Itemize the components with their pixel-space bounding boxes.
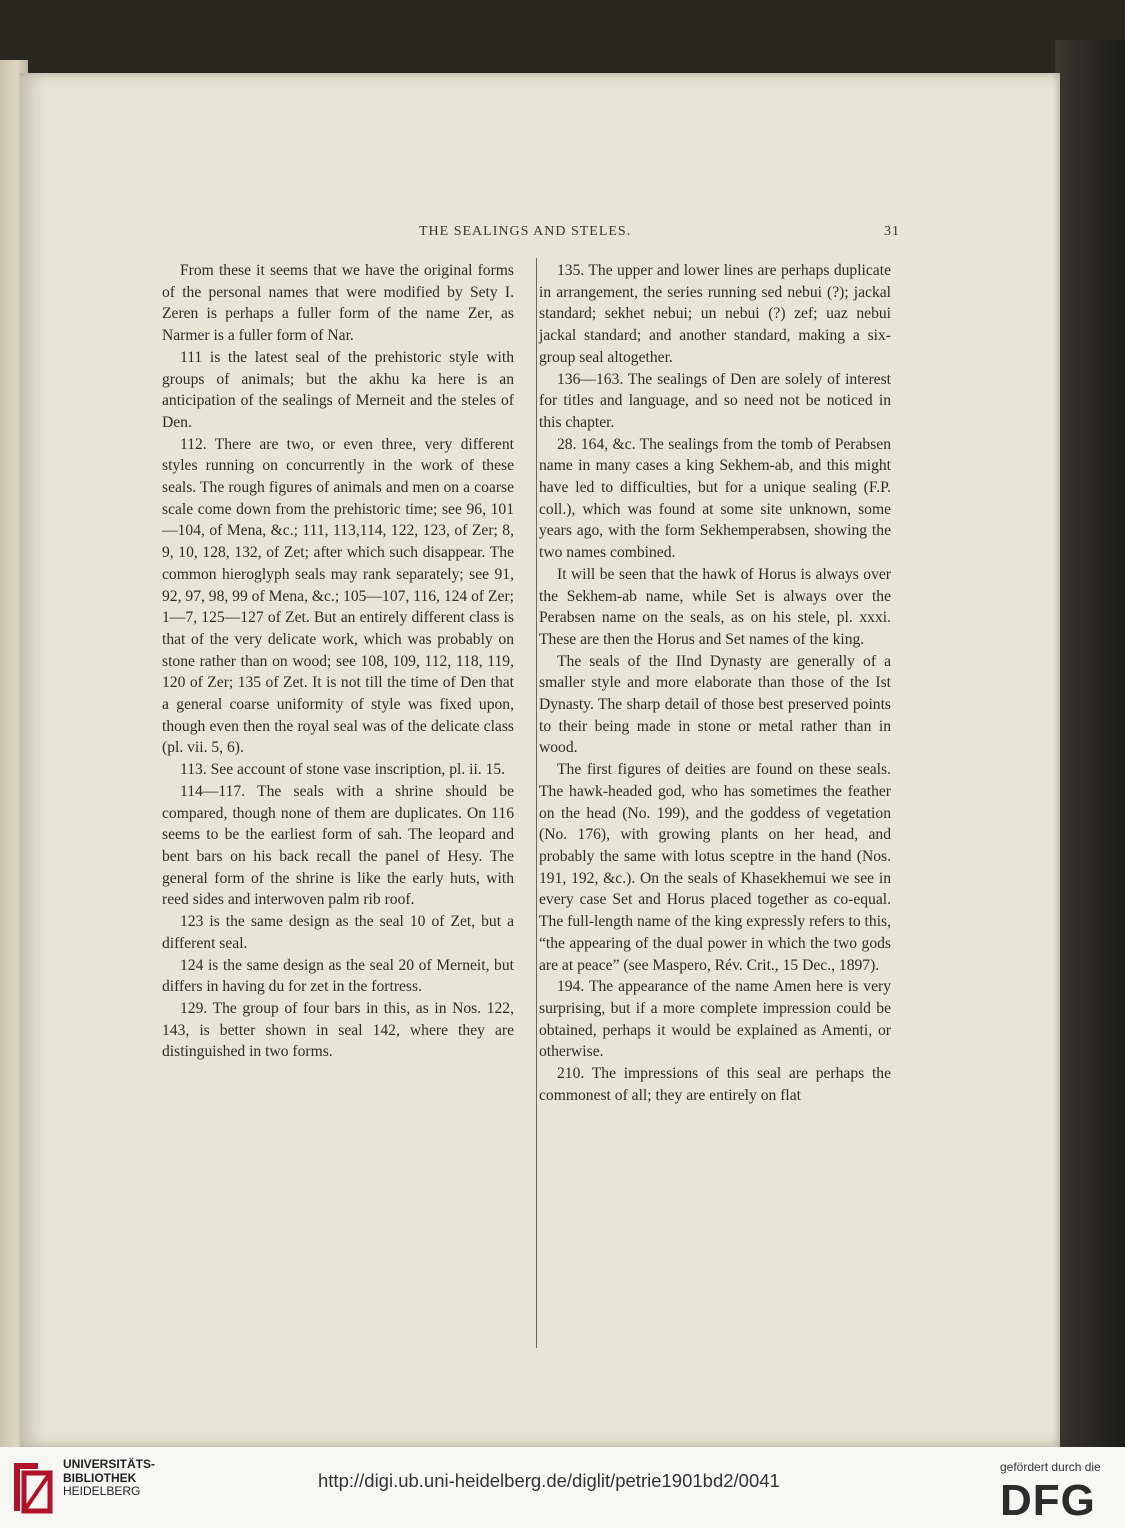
book-cover-edge: [1055, 40, 1125, 1447]
library-name-line: HEIDELBERG: [63, 1484, 141, 1498]
paragraph: The seals of the IInd Dynasty are generally of a smaller style and more elaborate than those of the Ist Dynasty. The sharp detail of those best preserved points to their being made in stone or metal rather than in wood.: [539, 652, 891, 757]
paragraph: 210. The impressions of this seal are perhaps the commonest of all; they are entirely on flat: [539, 1065, 891, 1104]
paragraph: The first figures of deities are found on these seals. The hawk-headed god, who has sometimes the feather on the head (No. 199), and the goddess of vegetation (No. 176), with growing plants on her head, and probably the same with lotus sceptre in the hand (Nos. 191, 192, &c.). On the seals of Khasekhemui we see in every case Set and Horus placed together as co-equal. The full-length name of the king expressly refers to this, “the appearing of the dual power in which the two gods are at peace” (see Maspero, Rév. Crit., 15 Dec., 1897).: [539, 761, 891, 974]
paragraph: From these it seems that we have the original forms of the personal names that were modified by Sety I. Zeren is perhaps a fuller form of the name Zer, as Narmer is a fuller form of Nar.: [162, 262, 514, 345]
paragraph: 135. The upper and lower lines are perhaps duplicate in arrangement, the series running sed nebui (?); jackal standard; sekhet nebui; un nebui (?) zef; uaz nebui jackal standard; and another standard, making a six-group seal altogether.: [539, 262, 891, 366]
library-name-line: BIBLIOTHEK: [63, 1470, 137, 1485]
paragraph: 112. There are two, or even three, very different styles running on concurrently in the work of these seals. The rough figures of animals and men on a coarse scale come down from the prehistoric time; see 96, 101—104, of Mena, &c.; 111, 113,114, 122, 123, of Zer; 8, 9, 10, 128, 132, of Zet; after which such disappear. The common hieroglyph seals may rank separately; see 91, 92, 97, 98, 99 of Mena, &c.; 105—107, 116, 124 of Zer; 1—7, 125—127 of Zet. But an entirely different class is that of the very delicate work, which was probably on stone rather than on wood; see 108, 109, 112, 118, 119, 120 of Zer; 135 of Zet. It is not till the time of Den that a general coarse uniformity of style was fixed upon, though even then the royal seal was of the delicate class (pl. vii. 5, 6).: [162, 435, 514, 757]
paragraph: 28. 164, &c. The sealings from the tomb of Perabsen name in many cases a king Sekhem-ab, and this might have led to difficulties, but for a unique sealing (F.P. coll.), which was found at some site unknown, some years ago, with the form Sekhemperabsen, showing the two names combined.: [539, 435, 891, 562]
left-column: [162, 260, 514, 1063]
paragraph: 136—163. The sealings of Den are solely of interest for titles and language, and so need not be noticed in this chapter.: [539, 370, 891, 431]
paragraph: 111 is the latest seal of the prehistoric style with groups of animals; but the akhu ka here is an anticipation of the sealings of Merneit and the steles of Den.: [162, 348, 514, 431]
university-library-logo-icon[interactable]: [10, 1457, 54, 1517]
running-head-title: THE SEALINGS AND STELES.: [419, 224, 632, 239]
paragraph: 194. The appearance of the name Amen here is very surprising, but if a more complete impression could be obtained, perhaps it would be explained as Amenti, or otherwise.: [539, 978, 891, 1061]
university-library-name[interactable]: [63, 1458, 155, 1499]
dfg-logo[interactable]: DFG: [1000, 1476, 1096, 1525]
funding-note: gefördert durch die: [1000, 1460, 1101, 1474]
paragraph: 114—117. The seals with a shrine should be compared, though none of them are duplicates. On 116 seems to be the earliest form of sah. The leopard and bent bars on his back recall the panel of Hesy. The general form of the shrine is like the early huts, with reed sides and interwoven palm rib roof.: [162, 782, 514, 909]
page-number: 31: [884, 224, 900, 239]
paragraph: It will be seen that the hawk of Horus is always over the Sekhem-ab name, while Set is always over the Perabsen name on the seals, as on his stele, pl. xxxi. These are then the Horus and Set names of the king.: [539, 565, 891, 648]
paragraph: 113. See account of stone vase inscription, pl. ii. 15.: [180, 761, 506, 779]
paragraph: 123 is the same design as the seal 10 of Zet, but a different seal.: [162, 913, 514, 952]
library-name-line: UNIVERSITÄTS-: [63, 1457, 156, 1471]
right-column: [539, 260, 891, 1106]
page-url-link[interactable]: http://digi.ub.uni-heidelberg.de/diglit/petrie1901bd2/0041: [318, 1470, 780, 1491]
paragraph: 124 is the same design as the seal 20 of Merneit, but differs in having du for zet in the fortress.: [162, 956, 514, 996]
column-rule: [536, 258, 537, 1348]
paragraph: 129. The group of four bars in this, as in Nos. 122, 143, is better shown in seal 142, where they are distinguished in two forms.: [162, 999, 514, 1061]
